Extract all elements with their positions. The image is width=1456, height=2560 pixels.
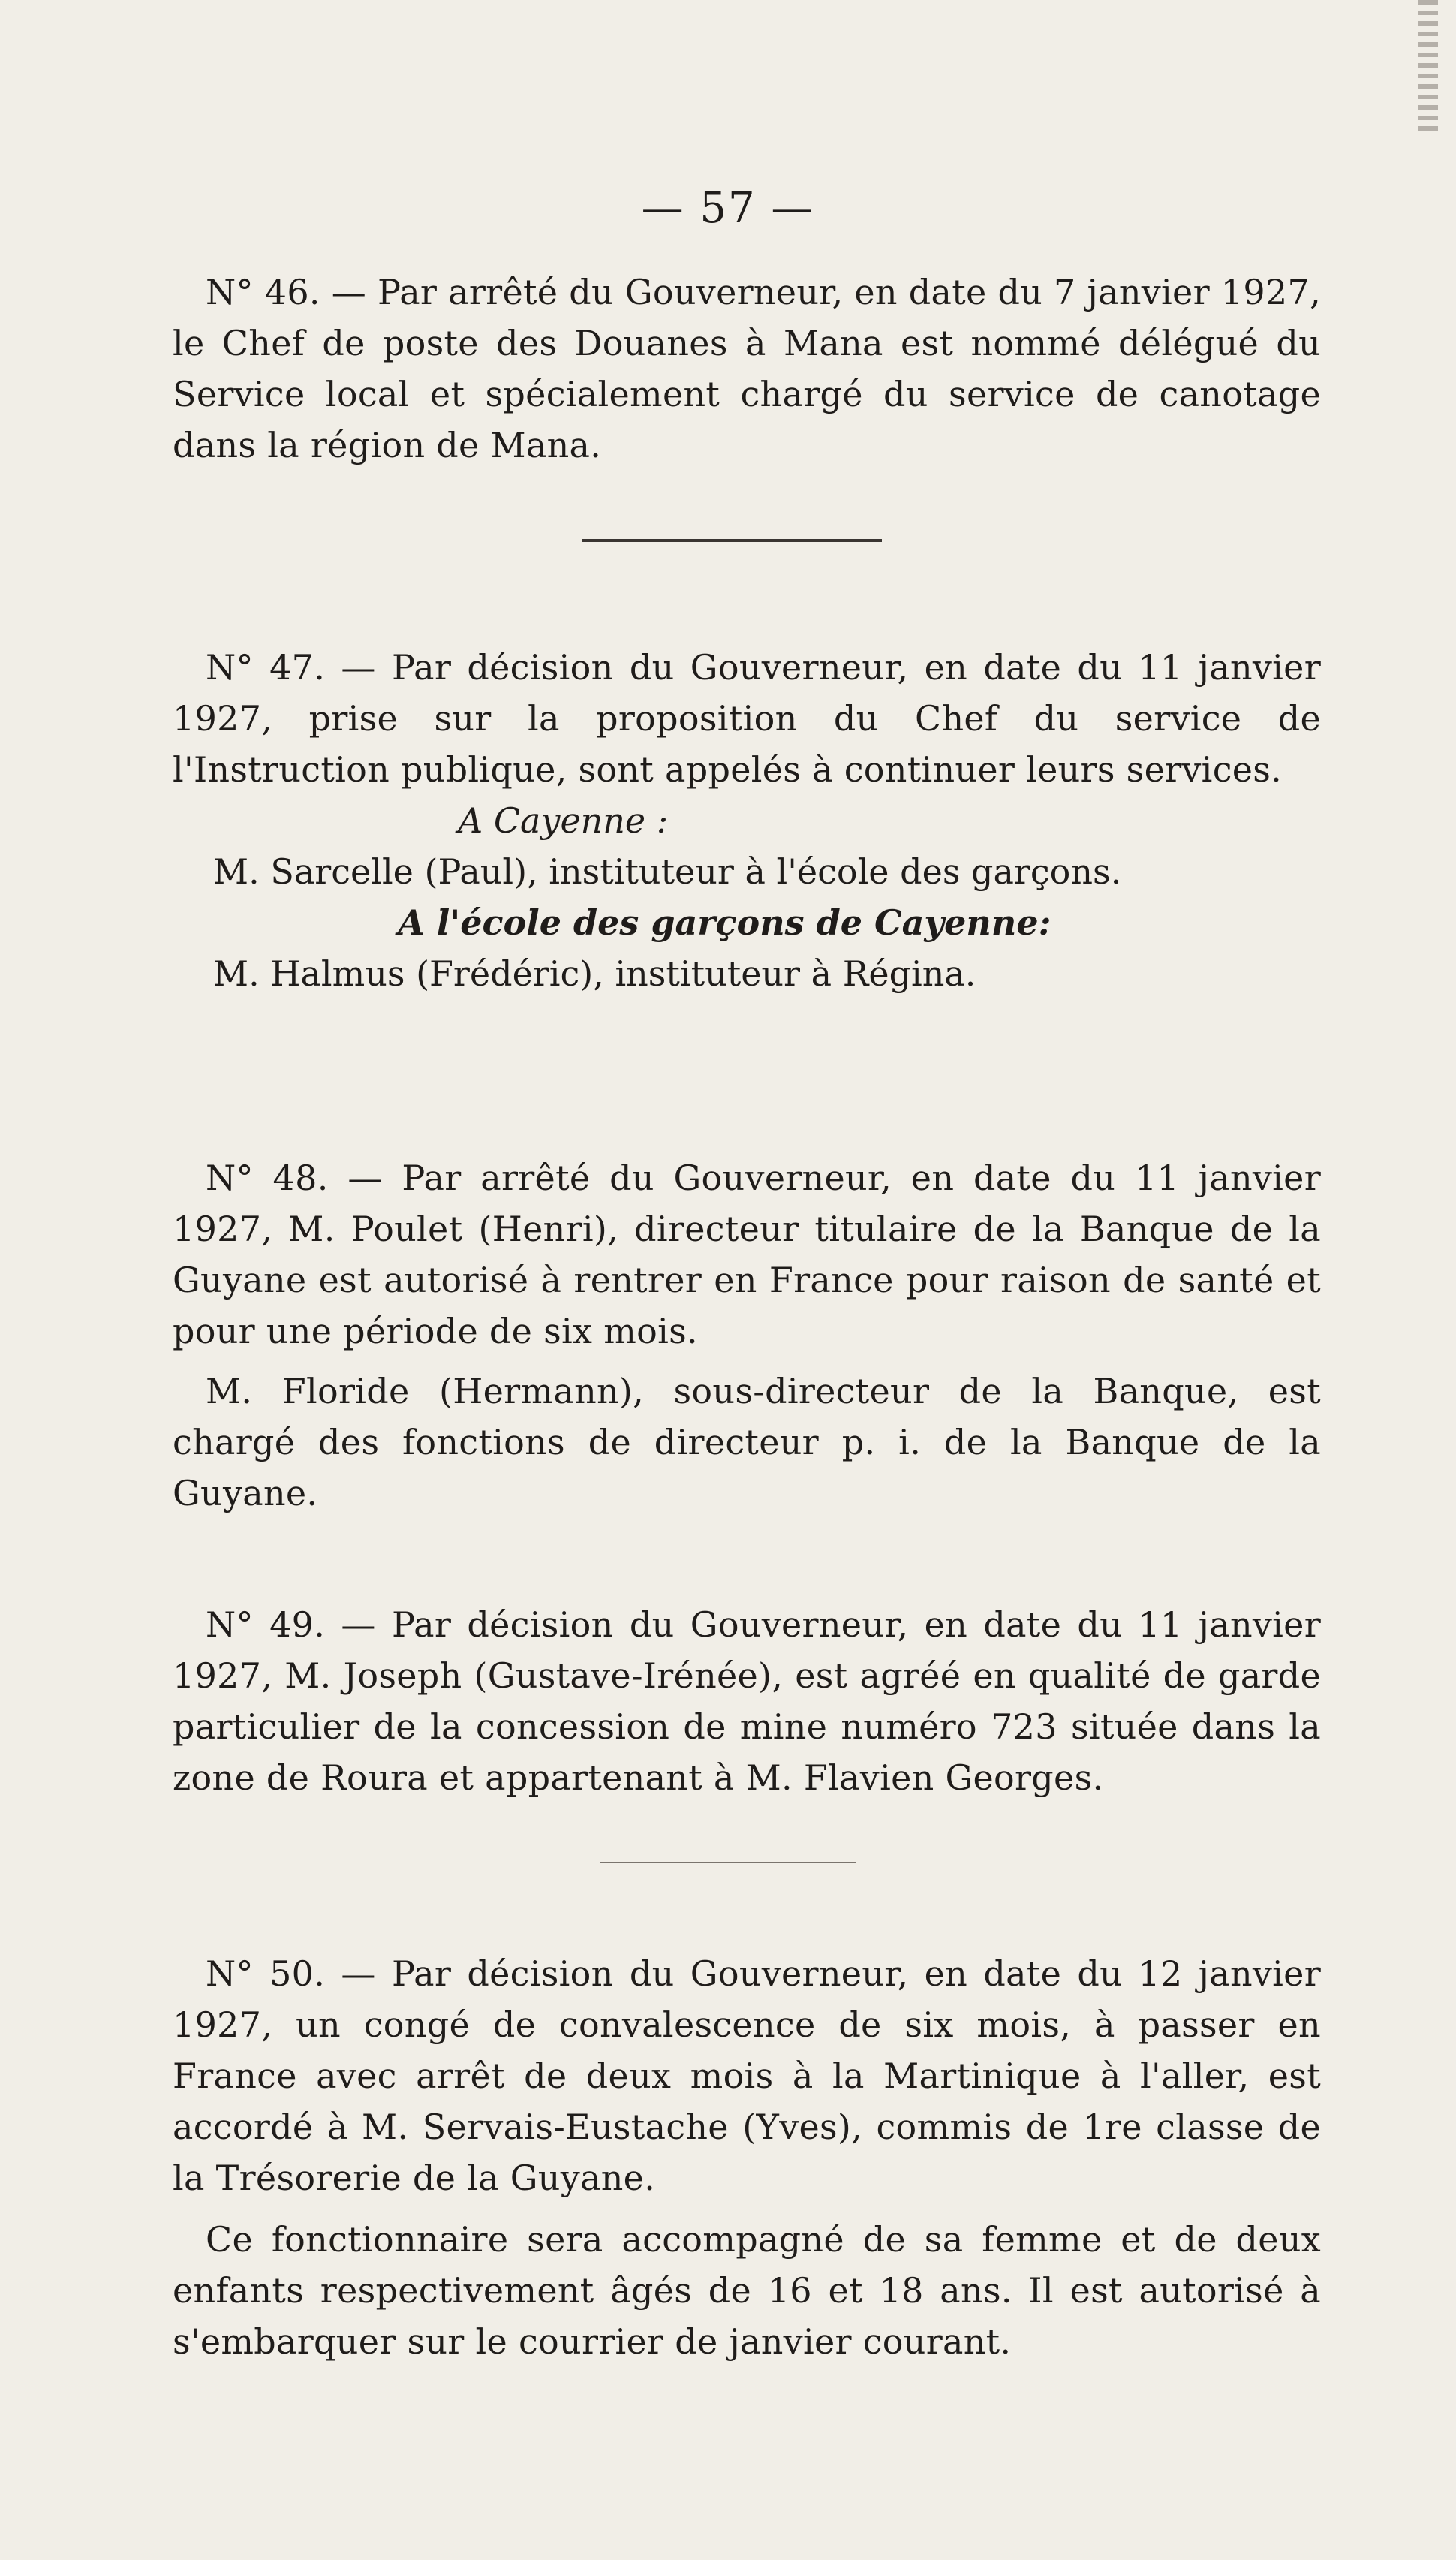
scan-edge-mark (1418, 0, 1438, 135)
section-divider (600, 1862, 856, 1863)
entry-47-person-2: M. Halmus (Frédéric), instituteur à Régina. (213, 953, 976, 994)
entry-50-paragraph-2: Ce fonctionnaire sera accompagné de sa femme et de deux enfants respectivement âgés de 16 et 18 ans. Il est autorisé à s'embarquer sur le courrier de janvier courant. (173, 2219, 1321, 2362)
entry-49-paragraph: N° 49. — Par décision du Gouverneur, en date du 11 janvier 1927, M. Joseph (Gustave-Irénée), est agréé en qualité de garde particulier de la concession de mine numéro 723 située dans la zone de Roura et appartenant à M. Flavien Georges. (173, 1604, 1321, 1798)
entry-46 (173, 267, 1321, 471)
section-divider (582, 539, 882, 542)
page-number: — 57 — (641, 184, 815, 233)
entry-47-paragraph: N° 47. — Par décision du Gouverneur, en date du 11 janvier 1927, prise sur la proposition du Chef du service de l'Instruction publique, sont appelés à continuer leurs services. (173, 647, 1321, 790)
entry-47 (173, 642, 1321, 999)
entry-47-place-1: A Cayenne : (458, 800, 669, 841)
entry-50 (173, 1948, 1321, 2367)
entry-48-paragraph-1: N° 48. — Par arrêté du Gouverneur, en date du 11 janvier 1927, M. Poulet (Henri), directeur titulaire de la Banque de la Guyane est autorisé à rentrer en France pour raison de santé et pour une période de six mois. (173, 1158, 1321, 1351)
entry-47-place-2: A l'école des garçons de Cayenne: (398, 902, 1051, 943)
entry-47-person-1: M. Sarcelle (Paul), instituteur à l'école des garçons. (213, 851, 1122, 892)
entry-49 (173, 1599, 1321, 1803)
entry-46-paragraph: N° 46. — Par arrêté du Gouverneur, en date du 7 janvier 1927, le Chef de poste des Douanes à Mana est nommé délégué du Service local et spécialement chargé du service de canotage dans la région de Mana. (173, 272, 1321, 465)
entry-50-paragraph-1: N° 50. — Par décision du Gouverneur, en date du 12 janvier 1927, un congé de convalescence de six mois, à passer en France avec arrêt de deux mois à la Martinique à l'aller, est accordé à M. Servais-Eustache (Yves), commis de 1re classe de la Trésorerie de la Guyane. (173, 1953, 1321, 2198)
entry-48 (173, 1152, 1321, 1519)
entry-48-paragraph-2: M. Floride (Hermann), sous-directeur de la Banque, est chargé des fonctions de directeur p. i. de la Banque de la Guyane. (173, 1371, 1321, 1513)
